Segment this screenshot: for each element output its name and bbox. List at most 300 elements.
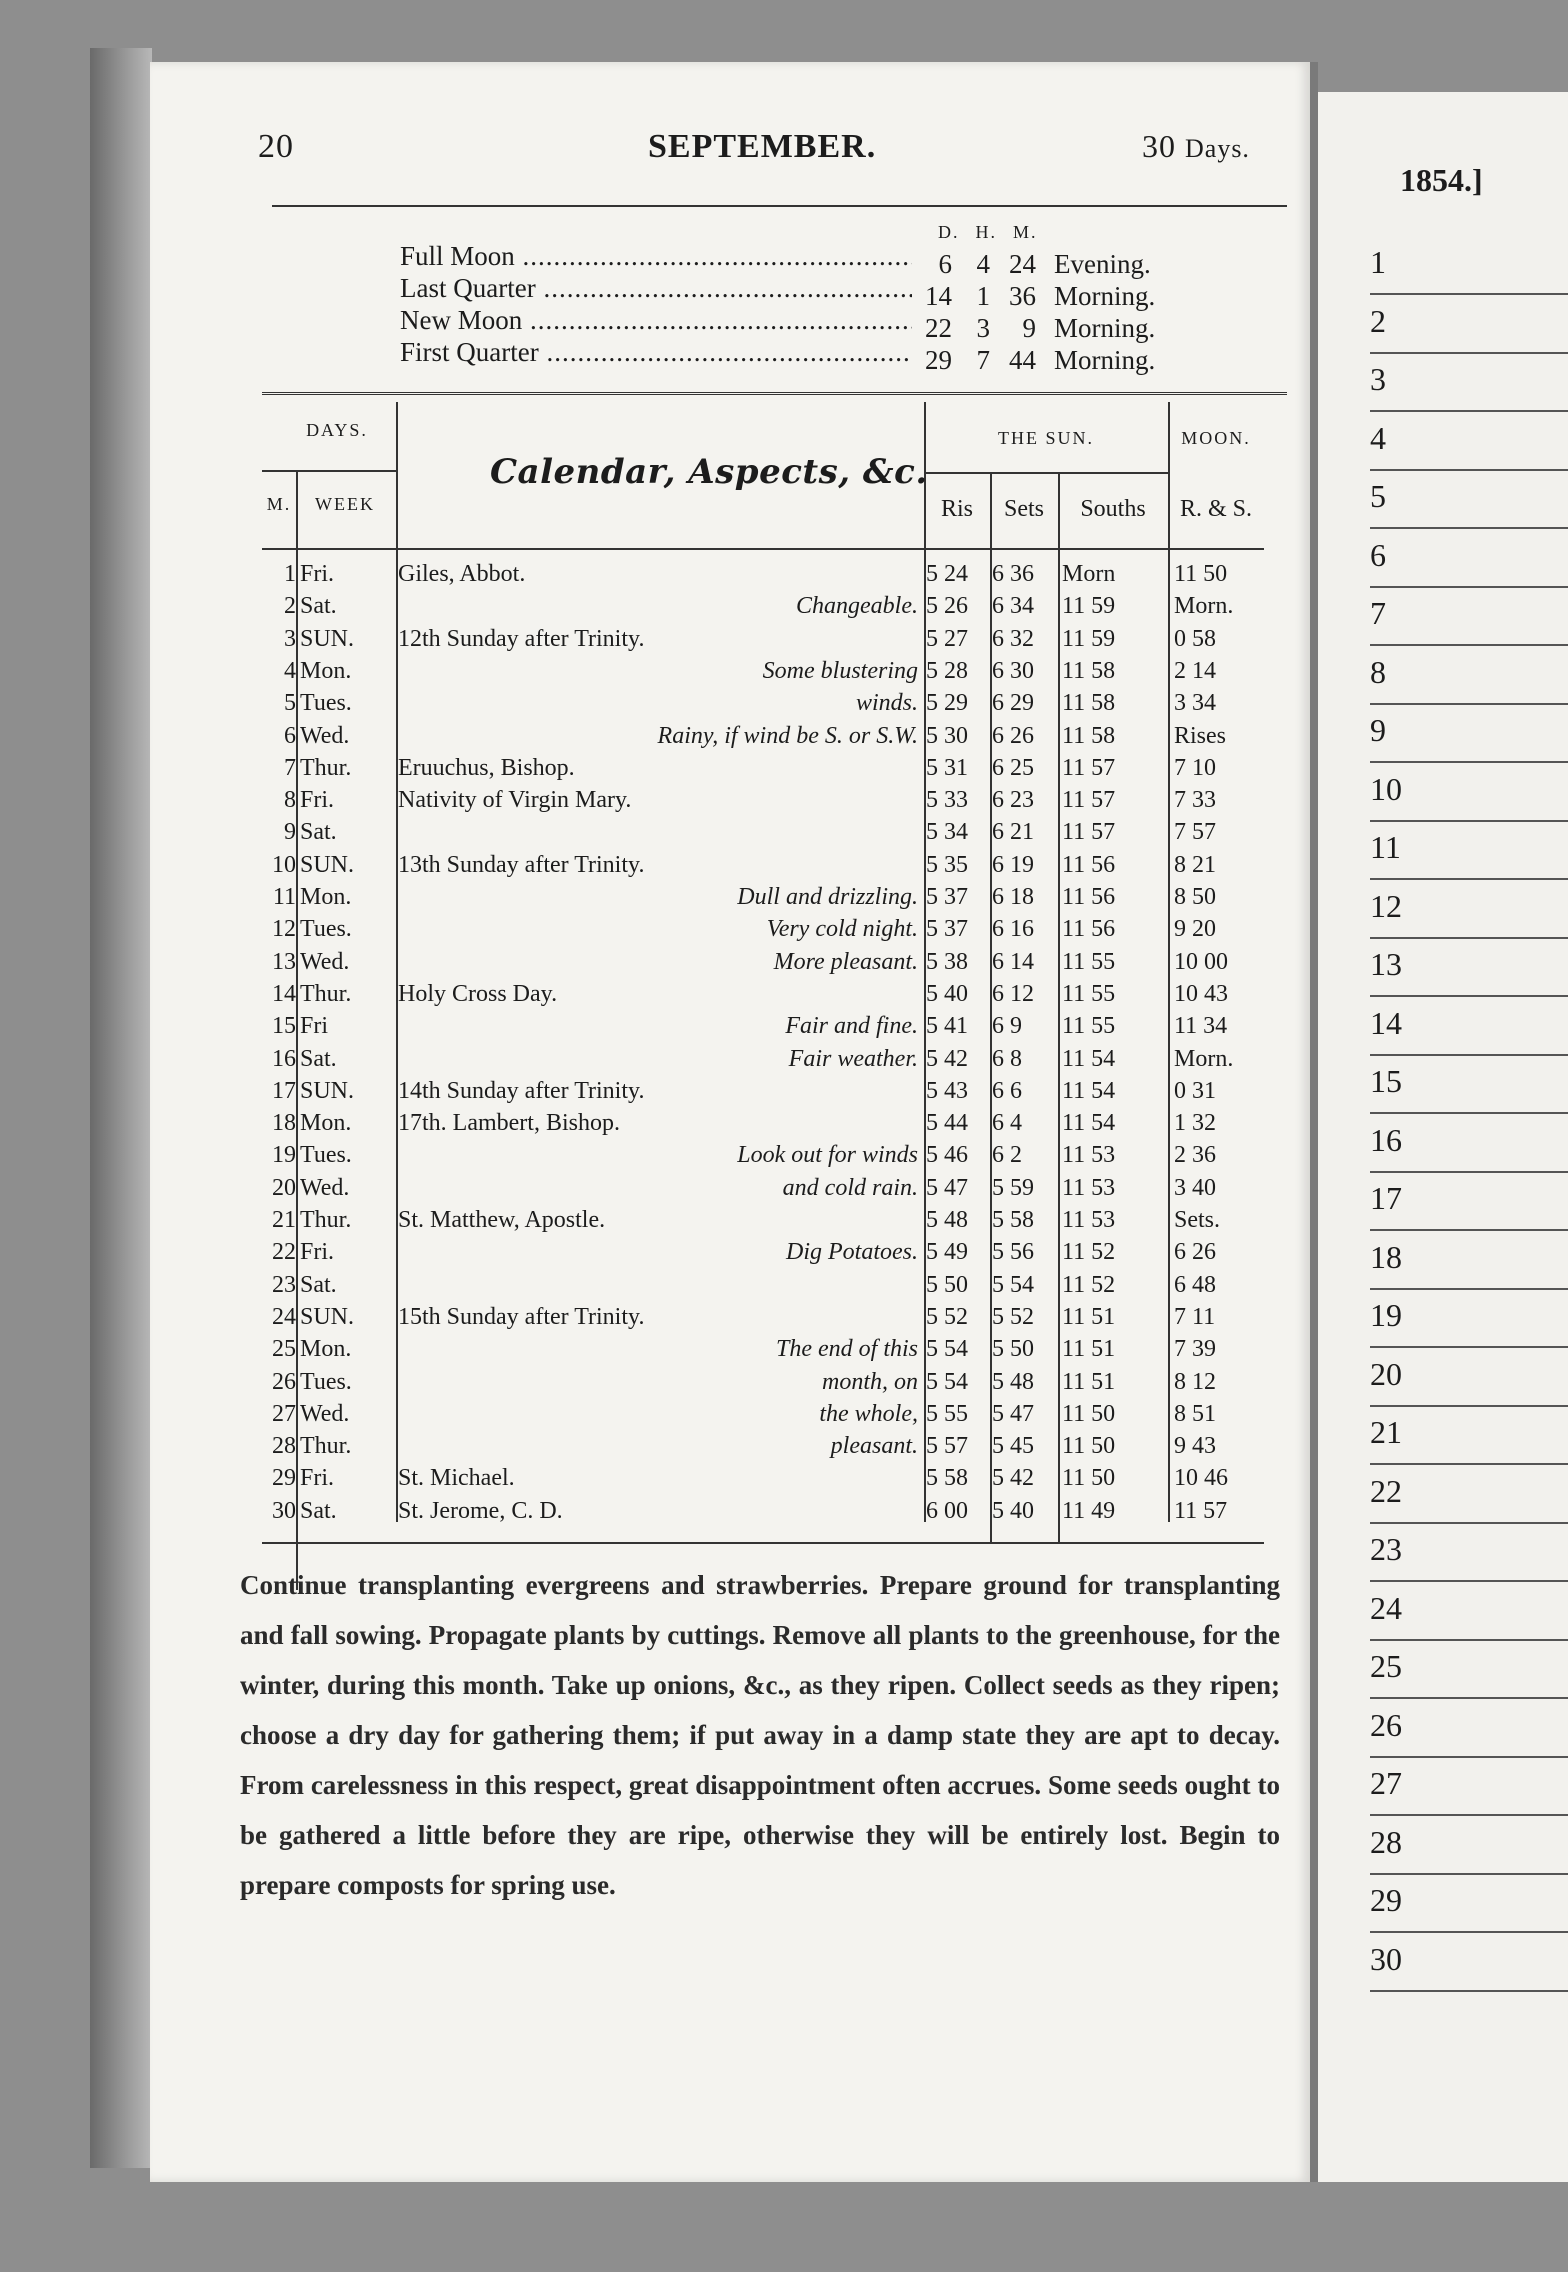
sunset: 6 9	[992, 1013, 1022, 1040]
day-of-week: SUN.	[300, 1303, 355, 1330]
sun-souths: 11 57	[1062, 754, 1116, 781]
event: 15th Sunday after Trinity.	[398, 1303, 645, 1330]
event: 14th Sunday after Trinity.	[398, 1077, 645, 1104]
calendar-row	[262, 558, 1264, 590]
day-of-month: 9	[284, 819, 296, 846]
sunrise: 5 34	[926, 819, 968, 846]
sunrise: 5 54	[926, 1368, 968, 1395]
facing-page-number-label: 18	[1370, 1238, 1402, 1275]
event: the whole,	[819, 1400, 918, 1427]
sunset: 6 19	[992, 851, 1034, 878]
day-of-week: Thur.	[300, 1433, 352, 1460]
day-of-month: 4	[284, 657, 296, 684]
days-header: DAYS.	[306, 420, 368, 440]
sun-souths: 11 58	[1062, 722, 1116, 749]
facing-page-number-label: 12	[1370, 887, 1402, 924]
phases-rule	[262, 392, 1287, 395]
sunset: 5 58	[992, 1207, 1034, 1233]
day-of-month: 5	[284, 690, 296, 717]
day-of-week: Tues.	[300, 1368, 352, 1395]
sunset: 5 52	[992, 1303, 1034, 1330]
facing-page-number-label: 22	[1370, 1472, 1402, 1509]
event: pleasant.	[830, 1433, 918, 1460]
page-number: 20	[258, 128, 294, 165]
phase-hour: 3	[976, 313, 990, 343]
day-of-week: Mon.	[300, 1110, 352, 1137]
sun-souths: 11 50	[1062, 1465, 1116, 1492]
day-of-week: Wed.	[300, 948, 350, 975]
day-of-month: 23	[272, 1271, 296, 1298]
sunset: 5 48	[992, 1368, 1034, 1395]
day-of-month: 20	[272, 1174, 296, 1201]
event: Rainy, if wind be S. or S.W.	[657, 722, 918, 749]
day-of-month: 1	[284, 561, 296, 587]
day-of-month: 6	[284, 722, 296, 749]
day-of-week: Fri.	[300, 787, 335, 814]
facing-page-number-label: 21	[1370, 1414, 1402, 1450]
event: 12th Sunday after Trinity.	[398, 625, 645, 652]
event: St. Jerome, C. D.	[398, 1497, 563, 1524]
facing-page-number	[1370, 1523, 1568, 1582]
phase-hour: 7	[976, 345, 990, 375]
sun-souths: Morn	[1062, 561, 1116, 587]
sunset: 5 54	[992, 1271, 1034, 1298]
facing-page-number-label: 30	[1370, 1940, 1402, 1977]
day-of-week: Tues.	[300, 916, 352, 943]
facing-page-number-label: 29	[1370, 1882, 1402, 1918]
phase-label: First Quarter .....	[400, 336, 912, 369]
facing-page-number-label: 1	[1370, 244, 1386, 280]
phase-label: New Moon .....	[400, 304, 912, 337]
day-of-week: Tues.	[300, 1142, 352, 1169]
facing-page-number	[1370, 1406, 1568, 1465]
day-of-week: SUN.	[300, 1077, 355, 1104]
facing-page-number	[1370, 1289, 1568, 1348]
facing-page-number	[1370, 1699, 1568, 1758]
day-of-month: 11	[272, 884, 296, 910]
day-of-week: Wed.	[300, 1174, 350, 1201]
sun-header: THE SUN.	[998, 428, 1094, 448]
event: Nativity of Virgin Mary.	[398, 787, 632, 814]
book-edge	[90, 48, 152, 2168]
sunset: 5 56	[992, 1239, 1034, 1266]
facing-page-number-label: 10	[1370, 770, 1402, 807]
facing-page-number	[1370, 1757, 1568, 1816]
moon-rise-set: 7 33	[1174, 787, 1216, 814]
calendar-row	[262, 655, 1264, 687]
moon-rise-set: 6 26	[1174, 1239, 1216, 1266]
sunrise: 5 37	[926, 916, 968, 943]
sun-souths: 11 51	[1062, 1303, 1116, 1330]
sun-souths: 11 51	[1062, 1336, 1116, 1363]
event: Fair weather.	[788, 1045, 918, 1072]
calendar-row	[262, 1236, 1264, 1268]
sunset: 5 47	[992, 1400, 1034, 1427]
facing-page-number	[1370, 938, 1568, 997]
day-of-week: Mon.	[300, 1336, 352, 1363]
moon-rise-set: 10 46	[1174, 1465, 1228, 1492]
facing-page-number-label: 15	[1370, 1063, 1402, 1099]
sunrise: 5 47	[926, 1174, 968, 1201]
phase-day: 14	[925, 281, 952, 311]
m-header: M.	[266, 494, 292, 514]
calendar-row	[262, 1398, 1264, 1430]
sunset: 6 12	[992, 980, 1034, 1007]
day-of-month: 22	[272, 1239, 296, 1266]
calendar-row	[262, 1430, 1264, 1462]
sunset: 6 29	[992, 690, 1034, 717]
event: Very cold night.	[766, 916, 918, 943]
moon-rise-set: 2 36	[1174, 1142, 1216, 1169]
day-of-month: 26	[272, 1368, 296, 1395]
facing-page-number-label: 23	[1370, 1531, 1402, 1567]
facing-page-number-label: 27	[1370, 1765, 1402, 1801]
day-of-week: Mon.	[300, 884, 352, 910]
sunrise: 5 57	[926, 1433, 968, 1460]
calendar-row	[262, 784, 1264, 816]
calendar-row	[262, 1075, 1264, 1107]
calendar-row	[262, 1107, 1264, 1139]
facing-page-number	[1370, 704, 1568, 763]
day-of-week: Thur.	[300, 1207, 352, 1233]
phase-hour: 4	[976, 249, 990, 279]
facing-page-number	[1370, 1114, 1568, 1173]
calendar-row	[262, 1043, 1264, 1075]
moon-rise-set: 10 43	[1174, 980, 1228, 1007]
sun-souths: 11 58	[1062, 657, 1116, 684]
sunrise: 5 28	[926, 657, 968, 684]
facing-page-number-label: 20	[1370, 1355, 1402, 1392]
event: winds.	[855, 690, 918, 717]
moon-rs-header: R. & S.	[1179, 496, 1253, 522]
moon-rise-set: 7 39	[1174, 1336, 1216, 1363]
facing-page-number-label: 6	[1370, 536, 1386, 573]
facing-page-number	[1370, 646, 1568, 705]
phase-minute: 24	[1009, 249, 1036, 279]
calendar-row	[262, 881, 1264, 913]
phase-day: 6	[938, 249, 952, 279]
facing-page-number	[1370, 1582, 1568, 1641]
facing-page-number-label: 17	[1370, 1180, 1402, 1216]
event: 13th Sunday after Trinity.	[398, 851, 645, 878]
sun-souths: 11 53	[1062, 1142, 1116, 1169]
calendar-row	[262, 1269, 1264, 1301]
phase-label: Full Moon .....	[400, 240, 912, 273]
calendar-row	[262, 978, 1264, 1010]
sun-souths: 11 55	[1062, 1013, 1116, 1040]
sunrise: 5 27	[926, 625, 968, 652]
facing-page-number-label: 26	[1370, 1706, 1402, 1743]
sun-souths: 11 50	[1062, 1400, 1116, 1427]
sunset: 5 40	[992, 1497, 1034, 1524]
moon-rise-set: 9 20	[1174, 916, 1216, 943]
event: Eruuchus, Bishop.	[398, 754, 575, 781]
sun-souths: 11 56	[1062, 851, 1116, 878]
moon-phase-row	[400, 304, 1156, 343]
sun-souths: 11 57	[1062, 819, 1116, 846]
calendar-row	[262, 946, 1264, 978]
days-subrule	[262, 470, 396, 472]
sunrise: 5 37	[926, 884, 968, 910]
day-of-month: 16	[272, 1045, 296, 1072]
facing-page-number-label: 24	[1370, 1589, 1402, 1626]
event: The end of this	[776, 1336, 918, 1363]
sun-souths: 11 53	[1062, 1207, 1116, 1233]
facing-page-number	[1370, 236, 1568, 295]
facing-page-number	[1370, 529, 1568, 588]
phase-day: 29	[925, 345, 952, 375]
sunset: 6 4	[992, 1110, 1022, 1137]
moon-rise-set: Morn.	[1174, 593, 1234, 620]
event: Dull and drizzling.	[737, 884, 918, 910]
facing-page-number-label: 19	[1370, 1297, 1402, 1333]
facing-page-number-label: 11	[1370, 829, 1401, 865]
sunset: 6 21	[992, 819, 1034, 846]
moon-phase-row	[400, 272, 1156, 311]
days-count: 30 Days.	[1142, 128, 1250, 164]
sun-souths: 11 53	[1062, 1174, 1116, 1201]
calendar-title: Calendar, Aspects, &c.	[490, 452, 928, 492]
sunrise: 5 55	[926, 1400, 968, 1427]
sets-header: Sets	[1003, 496, 1044, 522]
sunset: 5 59	[992, 1174, 1034, 1201]
day-of-month: 19	[272, 1142, 296, 1169]
table-bottom-rule	[262, 1542, 1264, 1544]
facing-page-number-label: 4	[1370, 419, 1386, 456]
gardening-notes: Continue transplanting evergreens and strawberries. Prepare ground for transplanting and fall sowing. Propagate plants by cuttings. Remove all plants to the greenhouse, for the winter, during this month. Take up onions, &c., as they ripen. Collect seeds as they ripen; choose a dry day for gathering them; if put away in a damp state they are apt to decay. From carelessness in this respect, great disappointment often accrues. Some seeds ought to be gathered a little before they are ripe, otherwise they will be entirely lost. Begin to prepare composts for spring use.	[240, 1570, 1280, 1900]
sun-souths: 11 52	[1062, 1271, 1116, 1298]
phase-units: D. H. M.	[938, 222, 1038, 242]
moon-phase-row	[400, 336, 1156, 375]
book-gutter	[1310, 62, 1318, 2182]
calendar-table	[262, 402, 1264, 1542]
facing-page-number-label: 2	[1370, 302, 1386, 339]
moon-rise-set: 10 00	[1174, 948, 1228, 975]
calendar-row	[262, 1010, 1264, 1042]
phase-time: Morning.	[1054, 313, 1156, 343]
facing-page-number	[1370, 1874, 1568, 1933]
calendar-row	[262, 1333, 1264, 1365]
sunrise: 5 35	[926, 851, 968, 878]
calendar-row	[262, 1462, 1264, 1494]
facing-page-number	[1370, 1348, 1568, 1407]
moon-rise-set: 11 50	[1174, 561, 1228, 587]
day-of-week: Fri.	[300, 561, 335, 587]
souths-header: Souths	[1080, 496, 1146, 522]
facing-page-number	[1370, 997, 1568, 1056]
facing-page-number	[1370, 295, 1568, 354]
event: Some blustering	[762, 657, 918, 684]
day-of-week: SUN.	[300, 625, 355, 652]
sun-souths: 11 55	[1062, 948, 1116, 975]
facing-page-number	[1370, 1231, 1568, 1290]
sunrise: 5 31	[926, 754, 968, 781]
facing-page-number	[1370, 1640, 1568, 1699]
sunrise: 5 29	[926, 690, 968, 717]
sunrise: 5 24	[926, 561, 968, 587]
sunset: 6 23	[992, 787, 1034, 814]
event: Fair and fine.	[785, 1013, 918, 1040]
phase-time: Morning.	[1054, 345, 1156, 375]
phase-minute: 9	[1022, 313, 1036, 343]
event: St. Matthew, Apostle.	[398, 1207, 606, 1233]
day-of-month: 12	[272, 916, 296, 943]
moon-rise-set: 7 10	[1174, 754, 1216, 781]
facing-page-number	[1370, 880, 1568, 939]
calendar-row	[262, 687, 1264, 719]
header-rule	[272, 205, 1287, 207]
facing-page-number-label: 13	[1370, 946, 1402, 982]
header-bottom-rule	[262, 548, 1264, 550]
moon-header: MOON.	[1181, 428, 1251, 448]
phase-minute: 36	[1009, 281, 1036, 311]
day-of-month: 2	[284, 593, 296, 620]
day-of-week: Fri.	[300, 1239, 335, 1266]
facing-page-number	[1370, 353, 1568, 412]
sunrise: 5 54	[926, 1336, 968, 1363]
sun-subrule	[924, 472, 1168, 474]
moon-rise-set: Sets.	[1174, 1207, 1221, 1233]
moon-rise-set: 8 21	[1174, 851, 1216, 878]
day-of-week: Sat.	[300, 1271, 337, 1298]
moon-rise-set: 1 32	[1174, 1110, 1216, 1137]
sunset: 6 16	[992, 916, 1034, 943]
sunset: 6 6	[992, 1077, 1022, 1104]
moon-rise-set: 8 12	[1174, 1368, 1216, 1395]
facing-page-number-label: 8	[1370, 653, 1386, 690]
calendar-row	[262, 1139, 1264, 1171]
moon-rise-set: 7 57	[1174, 819, 1216, 846]
sunrise: 5 41	[926, 1013, 968, 1040]
day-of-month: 29	[272, 1465, 296, 1492]
calendar-row	[262, 752, 1264, 784]
calendar-row	[262, 1366, 1264, 1398]
sun-souths: 11 59	[1062, 625, 1116, 652]
facing-page-year: 1854.]	[1400, 162, 1483, 198]
day-of-month: 17	[272, 1077, 296, 1104]
sun-souths: 11 58	[1062, 690, 1116, 717]
moon-rise-set: 8 51	[1174, 1400, 1216, 1427]
sun-souths: 11 54	[1062, 1077, 1116, 1104]
sunset: 5 42	[992, 1465, 1034, 1492]
day-of-week: Thur.	[300, 980, 352, 1007]
sunset: 6 8	[992, 1045, 1022, 1072]
day-of-week: Fri.	[300, 1465, 335, 1492]
calendar-row	[262, 1204, 1264, 1236]
moon-rise-set: Morn.	[1174, 1045, 1234, 1072]
sunset: 6 36	[992, 561, 1034, 587]
event: month, on	[822, 1368, 918, 1395]
sunrise: 5 38	[926, 948, 968, 975]
sun-souths: 11 57	[1062, 787, 1116, 814]
sun-souths: 11 54	[1062, 1110, 1116, 1137]
day-of-month: 15	[272, 1013, 296, 1040]
facing-page-number	[1370, 1465, 1568, 1524]
sunset: 5 45	[992, 1433, 1034, 1460]
sunset: 6 26	[992, 722, 1034, 749]
sun-souths: 11 49	[1062, 1497, 1116, 1524]
day-of-month: 8	[284, 787, 296, 814]
event: Giles, Abbot.	[398, 561, 526, 587]
sun-souths: 11 59	[1062, 593, 1116, 620]
moon-rise-set: 9 43	[1174, 1433, 1216, 1460]
sun-souths: 11 50	[1062, 1433, 1116, 1460]
event: Dig Potatoes.	[786, 1239, 918, 1266]
day-of-month: 21	[272, 1207, 296, 1233]
moon-rise-set: 2 14	[1174, 657, 1216, 684]
sun-souths: 11 51	[1062, 1368, 1116, 1395]
phase-time: Morning.	[1054, 281, 1156, 311]
day-of-week: Sat.	[300, 819, 337, 846]
facing-page-number-label: 25	[1370, 1648, 1402, 1684]
calendar-row	[262, 720, 1264, 752]
sun-souths: 11 54	[1062, 1045, 1116, 1072]
day-of-week: SUN.	[300, 851, 355, 878]
day-of-month: 13	[272, 948, 296, 975]
event: St. Michael.	[398, 1465, 515, 1492]
day-of-week: Wed.	[300, 722, 350, 749]
sunset: 6 18	[992, 884, 1034, 910]
day-of-month: 27	[272, 1400, 296, 1427]
day-of-week: Fri	[300, 1013, 329, 1040]
facing-page-number	[1370, 587, 1568, 646]
sunset: 5 50	[992, 1336, 1034, 1363]
moon-rise-set: Rises	[1174, 722, 1227, 749]
calendar-row	[262, 816, 1264, 848]
facing-page-number-label: 3	[1370, 361, 1386, 397]
event: and cold rain.	[782, 1174, 918, 1201]
day-of-week: Sat.	[300, 1497, 337, 1524]
sunset: 6 25	[992, 754, 1034, 781]
facing-page-number-label: 5	[1370, 478, 1386, 514]
sunset: 6 14	[992, 948, 1034, 975]
event: Look out for winds	[737, 1142, 918, 1169]
moon-rise-set: 11 34	[1174, 1013, 1228, 1040]
sunrise: 5 46	[926, 1142, 968, 1169]
sun-souths: 11 55	[1062, 980, 1116, 1007]
moon-rise-set: 3 40	[1174, 1174, 1216, 1201]
day-of-week: Wed.	[300, 1400, 350, 1427]
facing-page-number	[1370, 821, 1568, 880]
phase-day: 22	[925, 313, 952, 343]
sunset: 6 34	[992, 593, 1034, 620]
facing-page-number-label: 9	[1370, 712, 1386, 748]
day-of-month: 7	[284, 754, 296, 781]
facing-page-number-label: 16	[1370, 1121, 1402, 1158]
sunrise: 6 00	[926, 1497, 968, 1524]
sunrise: 5 58	[926, 1465, 968, 1492]
week-header: WEEK	[315, 494, 375, 514]
sunrise: 5 30	[926, 722, 968, 749]
facing-page-number-label: 7	[1370, 595, 1386, 631]
facing-page-number-label: 28	[1370, 1823, 1402, 1860]
day-of-week: Thur.	[300, 754, 352, 781]
phase-time: Evening.	[1054, 249, 1151, 279]
day-of-month: 24	[272, 1303, 296, 1330]
moon-rise-set: 0 58	[1174, 625, 1216, 652]
moon-rise-set: 3 34	[1174, 690, 1216, 717]
sun-souths: 11 56	[1062, 916, 1116, 943]
day-of-month: 18	[272, 1110, 296, 1137]
calendar-row	[262, 1495, 1264, 1527]
month-title: SEPTEMBER.	[648, 128, 877, 165]
day-of-month: 10	[272, 851, 296, 878]
day-of-week: Tues.	[300, 690, 352, 717]
day-of-week: Sat.	[300, 593, 337, 620]
day-of-week: Mon.	[300, 657, 352, 684]
sunrise: 5 33	[926, 787, 968, 814]
event: More pleasant.	[773, 948, 918, 975]
